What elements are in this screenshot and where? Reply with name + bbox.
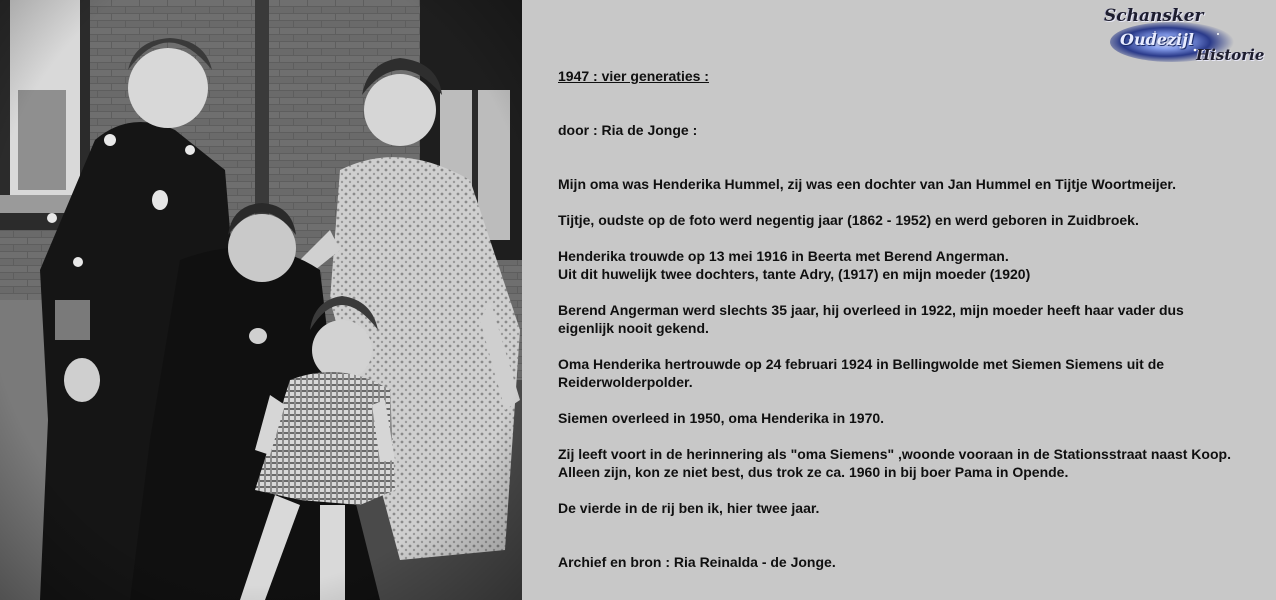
paragraph-5-line-1: Oma Henderika hertrouwde op 24 februari 1924 in Bellingwolde met Siemen Siemens uit de xyxy=(558,356,1165,372)
paragraph-4-line-1: Berend Angerman werd slechts 35 jaar, hij overleed in 1922, mijn moeder heeft haar vader dus xyxy=(558,302,1184,318)
paragraph-6: Siemen overleed in 1950, oma Henderika in 1970. xyxy=(558,410,885,426)
paragraph-1: Mijn oma was Henderika Hummel, zij was een dochter van Jan Hummel en Tijtje Woortmeijer. xyxy=(558,176,1176,192)
article-title: 1947 : vier generaties : xyxy=(558,68,709,84)
logo-word-2: Oudezijl xyxy=(1120,30,1194,49)
photo-icon xyxy=(0,0,522,600)
logo-word-1: Schansker xyxy=(1104,6,1204,26)
logo-word-3: Historie xyxy=(1196,46,1265,64)
source-line: Archief en bron : Ria Reinalda - de Jonge. xyxy=(558,554,836,570)
paragraph-7-line-1: Zij leeft voort in de herinnering als "oma Siemens" ,woonde vooraan in de Stationsstraat naast Koop. xyxy=(558,446,1231,462)
paragraph-8: De vierde in de rij ben ik, hier twee jaar. xyxy=(558,500,820,516)
paragraph-5-line-2: Reiderwolderpolder. xyxy=(558,374,693,390)
family-photo xyxy=(0,0,522,600)
paragraph-7-line-2: Alleen zijn, kon ze niet best, dus trok ze ca. 1960 in bij boer Pama in Opende. xyxy=(558,464,1069,480)
paragraph-2: Tijtje, oudste op de foto werd negentig jaar (1862 - 1952) en werd geboren in Zuidbroek. xyxy=(558,212,1139,228)
article-author: door : Ria de Jonge : xyxy=(558,122,698,138)
paragraph-4-line-2: eigenlijk nooit gekend. xyxy=(558,320,709,336)
logo xyxy=(1100,4,1272,68)
paragraph-3-line-1: Henderika trouwde op 13 mei 1916 in Beerta met Berend Angerman. xyxy=(558,248,1009,264)
paragraph-3-line-2: Uit dit huwelijk twee dochters, tante Adry, (1917) en mijn moeder (1920) xyxy=(558,266,1031,282)
